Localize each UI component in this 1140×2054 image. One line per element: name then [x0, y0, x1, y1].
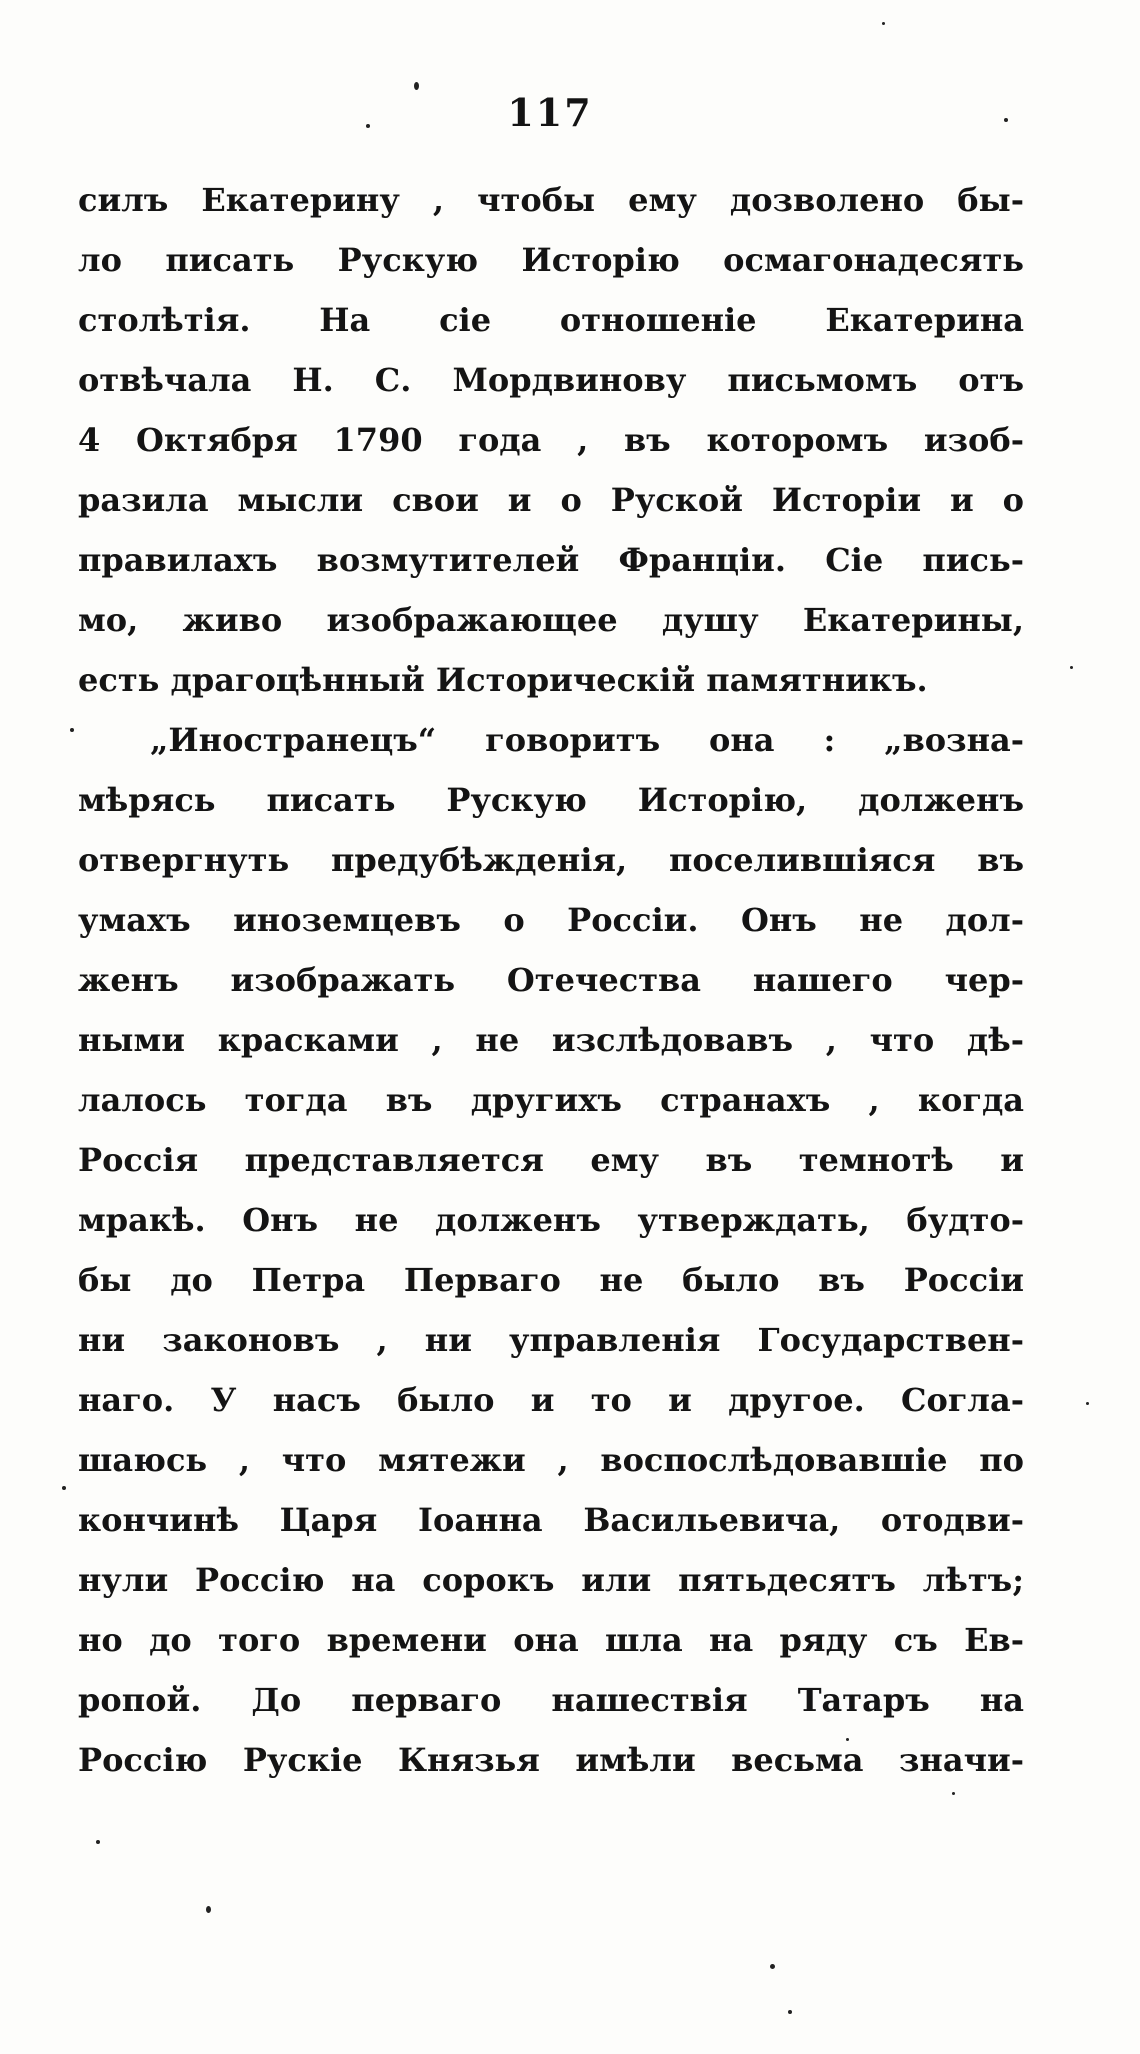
text-line: 4 Октября 1790 года , въ которомъ изоб- [78, 421, 1024, 459]
scan-speck [1070, 666, 1073, 669]
text-line: умахъ иноземцевъ о Россіи. Онъ не дол- [78, 901, 1024, 939]
scan-speck [1086, 1402, 1089, 1405]
text-line: бы до Петра Перваго не было въ Россіи [78, 1261, 1024, 1299]
text-line: силъ Екатерину , чтобы ему дозволено бы- [78, 181, 1024, 219]
scan-speck [770, 1964, 775, 1969]
text-line: ни законовъ , ни управленія Государствен- [78, 1321, 1024, 1359]
text-line: „Иностранецъ“ говоритъ она : „возна- [150, 721, 1024, 759]
scan-speck [952, 1792, 955, 1795]
text-line: Россію Руcкіе Князья имѣли весьма значи- [78, 1741, 1024, 1779]
text-line: кончинѣ Царя Іоанна Васильевича, отодви- [78, 1501, 1024, 1539]
text-line: правилахъ возмутителей Франціи. Сіе пись- [78, 541, 1024, 579]
text-line: Россія представляется ему въ темнотѣ и [78, 1141, 1024, 1179]
text-line: отвергнуть предубѣжденія, поселившіяся въ [78, 841, 1024, 879]
page-number: 117 [507, 90, 593, 135]
text-line: лалось тогда въ другихъ странахъ , когда [78, 1081, 1024, 1119]
scan-speck [414, 82, 419, 90]
scan-speck [70, 728, 74, 732]
scan-speck [96, 1840, 100, 1844]
text-line: столѣтія. На сіе отношеніе Екатерина [78, 301, 1024, 339]
text-line: шаюсь , что мятежи , воспослѣдовавшіе по [78, 1441, 1024, 1479]
scan-speck [1004, 118, 1008, 122]
text-line: мракѣ. Онъ не долженъ утверждать, будто- [78, 1201, 1024, 1239]
text-line: ными красками , не изслѣдовавъ , что дѣ- [78, 1021, 1024, 1059]
text-line: но до того времени она шла на ряду съ Ев- [78, 1621, 1024, 1659]
scan-speck [788, 2010, 792, 2014]
text-line: есть драгоцѣнный Историческій памятникъ. [78, 661, 928, 699]
text-line: нули Россію на сорокъ или пятьдесятъ лѣтъ; [78, 1561, 1024, 1599]
text-line: наго. У насъ было и то и другое. Согла- [78, 1381, 1024, 1419]
scan-speck [206, 1906, 211, 1913]
text-line: ропой. До перваго нашествія Татаръ на [78, 1681, 1024, 1719]
body-text [78, 170, 1024, 1790]
scan-speck [62, 1486, 66, 1490]
scan-speck [366, 124, 370, 128]
text-line: женъ изображать Отечества нашего чер- [78, 961, 1024, 999]
text-line: мѣрясь писать Рускую Исторію, долженъ [78, 781, 1024, 819]
text-line: отвѣчала Н. С. Мордвинову письмомъ отъ [78, 361, 1024, 399]
scan-speck [882, 22, 885, 25]
scan-speck [846, 1738, 849, 1741]
text-line: мо, живо изображающее душу Екатерины, [78, 601, 1024, 639]
text-line: ло писать Рускую Исторію осмагонадесять [78, 241, 1024, 279]
text-line: разила мысли свои и о Руской Исторіи и о [78, 481, 1024, 519]
